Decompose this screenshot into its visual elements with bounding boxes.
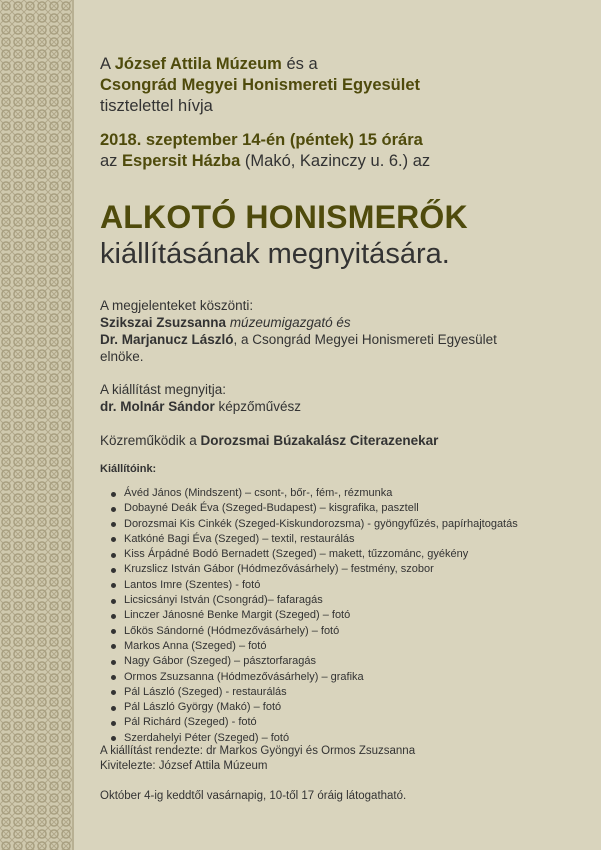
organizer-line-2: Kivitelezte: József Attila Múzeum bbox=[100, 760, 268, 773]
exhibitors-heading: Kiállítóink: bbox=[100, 463, 157, 475]
exhibitor-item: Dorozsmai Kis Cinkék (Szeged-Kiskundorozsma) - gyöngyfűzés, papírhajtogatás bbox=[110, 517, 518, 532]
exhibitor-item: Licsicsányi István (Csongrád)– fafaragás bbox=[110, 593, 518, 608]
exhibitor-item: Markos Anna (Szeged) – fotó bbox=[110, 639, 518, 654]
exhibitor-item: Kruzslicz István Gábor (Hódmezővásárhely) – festmény, szobor bbox=[110, 562, 518, 577]
exhibitor-item: Lőkös Sándorné (Hódmezővásárhely) – fotó bbox=[110, 624, 518, 639]
music-block bbox=[100, 432, 438, 449]
decorative-pattern-border bbox=[0, 0, 72, 850]
intro-line-1 bbox=[100, 54, 420, 75]
exhibitor-item: Ávéd János (Mindszent) – csont-, bőr-, fém-, rézmunka bbox=[110, 486, 518, 501]
date-block bbox=[100, 130, 430, 172]
opening-hours: Október 4-ig keddtől vasárnapig, 10-től 17 óráig látogatható. bbox=[100, 790, 407, 802]
welcome-person-1 bbox=[100, 314, 497, 331]
exhibitor-item: Linczer Jánosné Benke Margit (Szeged) – fotó bbox=[110, 608, 518, 623]
intro-post: és a bbox=[281, 55, 318, 73]
intro-block bbox=[100, 54, 420, 117]
organizer-block bbox=[100, 744, 415, 775]
person-2-role: , a Csongrád Megyei Honismereti Egyesület bbox=[233, 332, 497, 347]
organizer-line-1: A kiállítást rendezte: dr Markos Gyöngyi és Ormos Zsuzsanna bbox=[100, 745, 416, 757]
opener-block bbox=[100, 381, 301, 415]
exhibition-title: ALKOTÓ HONISMERŐK bbox=[100, 199, 468, 235]
exhibitor-item: Ormos Zsuzsanna (Hódmezővásárhely) – grafika bbox=[110, 670, 518, 685]
person-2-name: Dr. Marjanucz László bbox=[100, 332, 234, 347]
intro-pre: A bbox=[100, 55, 115, 73]
event-location bbox=[100, 151, 430, 172]
welcome-person-2 bbox=[100, 331, 497, 348]
person-2-role-cont: elnöke. bbox=[100, 349, 144, 364]
exhibitor-item: Szerdahelyi Péter (Szeged) – fotó bbox=[110, 731, 518, 746]
pattern-divider bbox=[72, 0, 74, 850]
exhibitors-list bbox=[110, 486, 518, 746]
exhibitor-item: Pál Richárd (Szeged) - fotó bbox=[110, 715, 518, 730]
exhibitor-item: Lantos Imre (Szentes) - fotó bbox=[110, 578, 518, 593]
invite-text: tisztelettel hívja bbox=[100, 97, 213, 115]
association-name: Csongrád Megyei Honismereti Egyesület bbox=[100, 76, 421, 94]
opener-intro: A kiállítást megnyitja: bbox=[100, 382, 227, 397]
welcome-intro: A megjelenteket köszönti: bbox=[100, 298, 254, 313]
band-name: Dorozsmai Búzakalász Citerazenekar bbox=[200, 433, 439, 448]
opener-person bbox=[100, 398, 301, 415]
person-1-name: Szikszai Zsuzsanna bbox=[100, 315, 227, 330]
venue-name: Espersit Házba bbox=[122, 152, 241, 170]
welcome-block bbox=[100, 297, 497, 365]
event-date: 2018. szeptember 14-én (péntek) 15 órára bbox=[100, 131, 423, 149]
exhibitor-item: Pál László György (Makó) – fotó bbox=[110, 700, 518, 715]
person-1-role: múzeumigazgató és bbox=[226, 315, 351, 330]
music-pre: Közreműködik a bbox=[100, 433, 201, 448]
opener-name: dr. Molnár Sándor bbox=[100, 399, 215, 414]
exhibitor-item: Nagy Gábor (Szeged) – pásztorfaragás bbox=[110, 654, 518, 669]
museum-name: József Attila Múzeum bbox=[114, 55, 282, 73]
exhibitor-item: Dobayné Deák Éva (Szeged-Budapest) – kisgrafika, pasztell bbox=[110, 501, 518, 516]
venue-address: (Makó, Kazinczy u. 6.) az bbox=[240, 152, 431, 170]
exhibition-subtitle: kiállításának megnyitására. bbox=[100, 238, 450, 270]
location-pre: az bbox=[100, 152, 123, 170]
exhibitor-item: Pál László (Szeged) - restaurálás bbox=[110, 685, 518, 700]
exhibitor-item: Kiss Árpádné Bodó Bernadett (Szeged) – makett, tűzzománc, gyékény bbox=[110, 547, 518, 562]
exhibitor-item: Katkóné Bagi Éva (Szeged) – textil, restaurálás bbox=[110, 532, 518, 547]
opener-role: képzőművész bbox=[214, 399, 302, 414]
